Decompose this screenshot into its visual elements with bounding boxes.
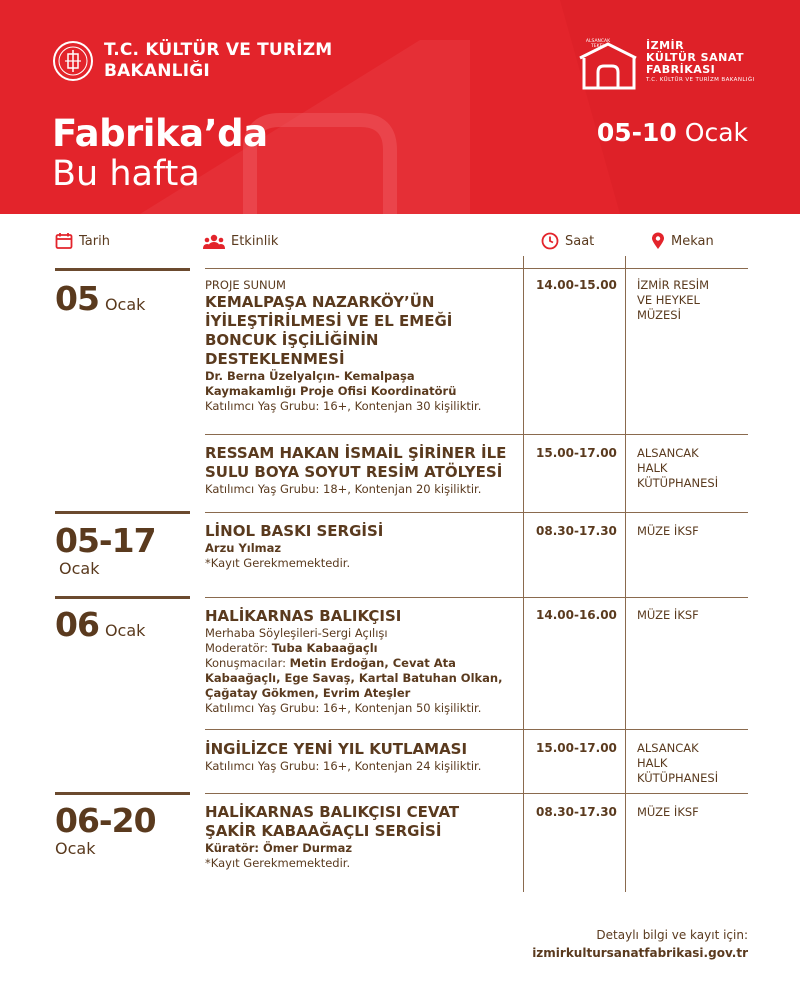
event-venue: [637, 446, 747, 491]
event-registration-note: *Kayıt Gerekmemektedir.: [205, 556, 351, 570]
venue-line: ALSANCAK: [637, 446, 699, 460]
day-number: 05: [55, 279, 99, 318]
event-item: [205, 803, 523, 871]
event-presenter: Kaymakamlığı Proje Ofisi Koordinatörü: [205, 384, 457, 398]
event-venue: [637, 524, 747, 539]
column-header-time-label: Saat: [565, 233, 595, 249]
event-title-line: İYİLEŞTİRİLMESİ VE EL EMEĞİ: [205, 312, 453, 330]
factory-ministry-subtext: T.C. KÜLTÜR VE TURİZM BAKANLIĞI: [646, 77, 755, 83]
column-header-venue-label: Mekan: [671, 233, 714, 249]
row-separator: [205, 268, 748, 269]
event-speakers: [205, 656, 523, 671]
event-moderator: [205, 641, 523, 656]
moderator-label: Moderatör:: [205, 641, 272, 655]
factory-logo-small-text: [580, 39, 616, 49]
event-capacity-info: Katılımcı Yaş Grubu: 16+, Kontenjan 24 kişiliktir.: [205, 759, 482, 773]
event-item: [205, 607, 523, 716]
column-header-time: [541, 232, 594, 250]
event-time: 08.30-17.30: [536, 524, 617, 538]
factory-name-line3: FABRİKASI: [646, 63, 716, 76]
event-title-line: HALİKARNAS BALIKÇISI CEVAT: [205, 803, 460, 821]
clock-icon: [541, 232, 559, 250]
day-month: Ocak: [104, 621, 146, 640]
divider-venue-column: [625, 256, 626, 892]
event-capacity-info: Katılımcı Yaş Grubu: 18+, Kontenjan 20 kişiliktir.: [205, 482, 482, 496]
event-time: 14.00-15.00: [536, 278, 617, 292]
event-presenter: Dr. Berna Üzelyalçın- Kemalpaşa: [205, 369, 415, 383]
day-month: Ocak: [104, 295, 146, 314]
venue-line: HALK: [637, 461, 668, 475]
event-item: [205, 740, 523, 774]
row-separator: [205, 793, 748, 794]
event-title-line: DESTEKLENMESİ: [205, 350, 345, 368]
factory-name-line1: İZMİR: [646, 39, 685, 52]
factory-small-line1: ALSANCAK: [585, 39, 611, 44]
event-speakers-line: Kabaağaçlı, Ege Savaş, Kartal Batuhan Olkan,: [205, 671, 503, 685]
day-label: [55, 280, 145, 318]
event-title-line: SULU BOYA SOYUT RESİM ATÖLYESİ: [205, 463, 503, 481]
venue-line: KÜTÜPHANESİ: [637, 476, 719, 490]
event-title-line: HALİKARNAS BALIKÇISI: [205, 607, 402, 625]
factory-name-line2: KÜLTÜR SANAT: [646, 51, 744, 64]
day-label: [55, 802, 156, 858]
day-month: Ocak: [59, 559, 100, 578]
page-subtitle: Bu hafta: [52, 154, 200, 194]
venue-line: MÜZE İKSF: [637, 608, 699, 622]
factory-small-line2: TEKEL: [591, 44, 605, 49]
event-capacity-info: Katılımcı Yaş Grubu: 16+, Kontenjan 30 kişiliktir.: [205, 399, 482, 413]
row-separator: [205, 597, 748, 598]
event-venue: [637, 278, 747, 323]
event-type: PROJE SUNUM: [205, 278, 286, 292]
event-title-line: KEMALPAŞA NAZARKÖY’ÜN: [205, 293, 435, 311]
event-title-line: LİNOL BASKI SERGİSİ: [205, 522, 384, 540]
venue-line: MÜZE İKSF: [637, 524, 699, 538]
speakers-names: Metin Erdoğan, Cevat Ata: [289, 656, 456, 670]
event-subtitle: Merhaba Söyleşileri-Sergi Açılışı: [205, 626, 388, 640]
day-separator: [55, 511, 190, 514]
day-label: [55, 606, 145, 644]
event-time: 15.00-17.00: [536, 446, 617, 460]
footer-info-text: Detaylı bilgi ve kayıt için:: [596, 928, 748, 942]
day-separator: [55, 596, 190, 599]
column-header-venue: [651, 232, 714, 250]
event-curator: Küratör: Ömer Durmaz: [205, 841, 353, 855]
venue-line: KÜTÜPHANESİ: [637, 771, 719, 785]
column-header-event-label: Etkinlik: [231, 233, 279, 249]
page-title: Fabrika’da: [52, 112, 268, 155]
event-capacity-info: Katılımcı Yaş Grubu: 16+, Kontenjan 50 kişiliktir.: [205, 701, 482, 715]
event-time: 15.00-17.00: [536, 741, 617, 755]
day-separator: [55, 792, 190, 795]
day-month: Ocak: [55, 839, 96, 858]
event-title-line: RESSAM HAKAN İSMAİL ŞİRİNER İLE: [205, 444, 507, 462]
ministry-logo: [52, 40, 332, 82]
event-time: 08.30-17.30: [536, 805, 617, 819]
row-separator: [205, 512, 748, 513]
location-pin-icon: [651, 232, 665, 250]
event-venue: [637, 805, 747, 820]
event-title-line: ŞAKİR KABAAĞAÇLI SERGİSİ: [205, 822, 442, 840]
ministry-seal-icon: [52, 40, 94, 82]
event-title-line: BONCUK İŞÇİLİĞİNİN: [205, 331, 379, 349]
day-label: [55, 522, 156, 578]
event-artist: Arzu Yılmaz: [205, 541, 282, 555]
event-venue: [637, 608, 747, 623]
day-number: 06: [55, 605, 99, 644]
ministry-name-line2: BAKANLIĞI: [104, 61, 210, 81]
speakers-label: Konuşmacılar:: [205, 656, 290, 670]
venue-line: MÜZE İKSF: [637, 805, 699, 819]
column-header-event: [203, 232, 278, 250]
calendar-icon: [55, 232, 73, 250]
header-banner: [0, 0, 800, 214]
event-item: [205, 444, 523, 497]
venue-line: HALK: [637, 756, 668, 770]
row-separator: [205, 729, 748, 730]
column-header-date: [55, 232, 110, 250]
event-registration-note: *Kayıt Gerekmemektedir.: [205, 856, 351, 870]
event-item: [205, 278, 523, 414]
venue-line: VE HEYKEL: [637, 293, 700, 307]
people-icon: [203, 232, 225, 250]
event-venue: [637, 741, 747, 786]
row-separator: [205, 434, 748, 435]
moderator-name: Tuba Kabaağaçlı: [271, 641, 378, 655]
date-range-days: 05-10: [596, 118, 677, 147]
divider-time-column: [523, 256, 524, 892]
column-header-date-label: Tarih: [79, 233, 110, 249]
factory-name: [646, 40, 744, 76]
venue-line: ALSANCAK: [637, 741, 699, 755]
day-number: 05-17: [55, 521, 156, 560]
day-number: 06-20: [55, 801, 156, 840]
day-separator: [55, 268, 190, 271]
event-item: [205, 522, 523, 571]
venue-line: İZMİR RESİM: [637, 278, 710, 292]
event-title-line: İNGİLİZCE YENİ YIL KUTLAMASI: [205, 740, 468, 758]
event-speakers-line: Çağatay Gökmen, Evrim Ateşler: [205, 686, 411, 700]
footer-website-link[interactable]: izmirkultursanatfabrikasi.gov.tr: [532, 946, 748, 960]
week-date-range: [597, 118, 748, 147]
event-time: 14.00-16.00: [536, 608, 617, 622]
ministry-name-line1: T.C. KÜLTÜR VE TURİZM: [104, 40, 333, 60]
date-range-month: Ocak: [684, 118, 748, 147]
venue-line: MÜZESİ: [637, 308, 681, 322]
